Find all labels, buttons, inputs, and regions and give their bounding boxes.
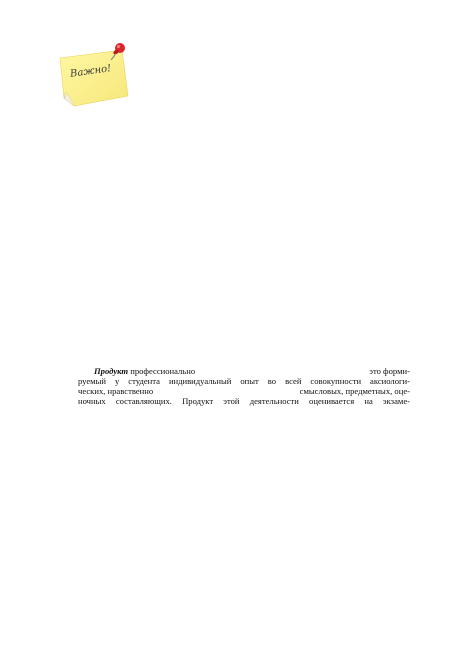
line3-left-text: ческих, нравственно [78, 386, 154, 396]
line3-right-text: смысловых, предметных, оце- [299, 386, 410, 396]
paragraph-line [78, 376, 410, 386]
note-label: Важно! [69, 63, 112, 80]
line1-right-text: это форми- [369, 366, 410, 376]
line1-left-text: профессионально [130, 366, 196, 376]
paragraph-line [78, 386, 410, 396]
paragraph-line [78, 366, 410, 376]
line4-text: ночных составляющих. Продукт этой деятельности оценивается на экзаме- [78, 396, 410, 406]
term-product: Продукт [94, 366, 129, 376]
paragraph-line [78, 396, 410, 406]
pushpin-icon [110, 40, 128, 60]
line2-text: руемый у студента индивидуальный опыт во всей совокупности аксиологи- [78, 376, 410, 386]
body-paragraph [78, 366, 410, 406]
